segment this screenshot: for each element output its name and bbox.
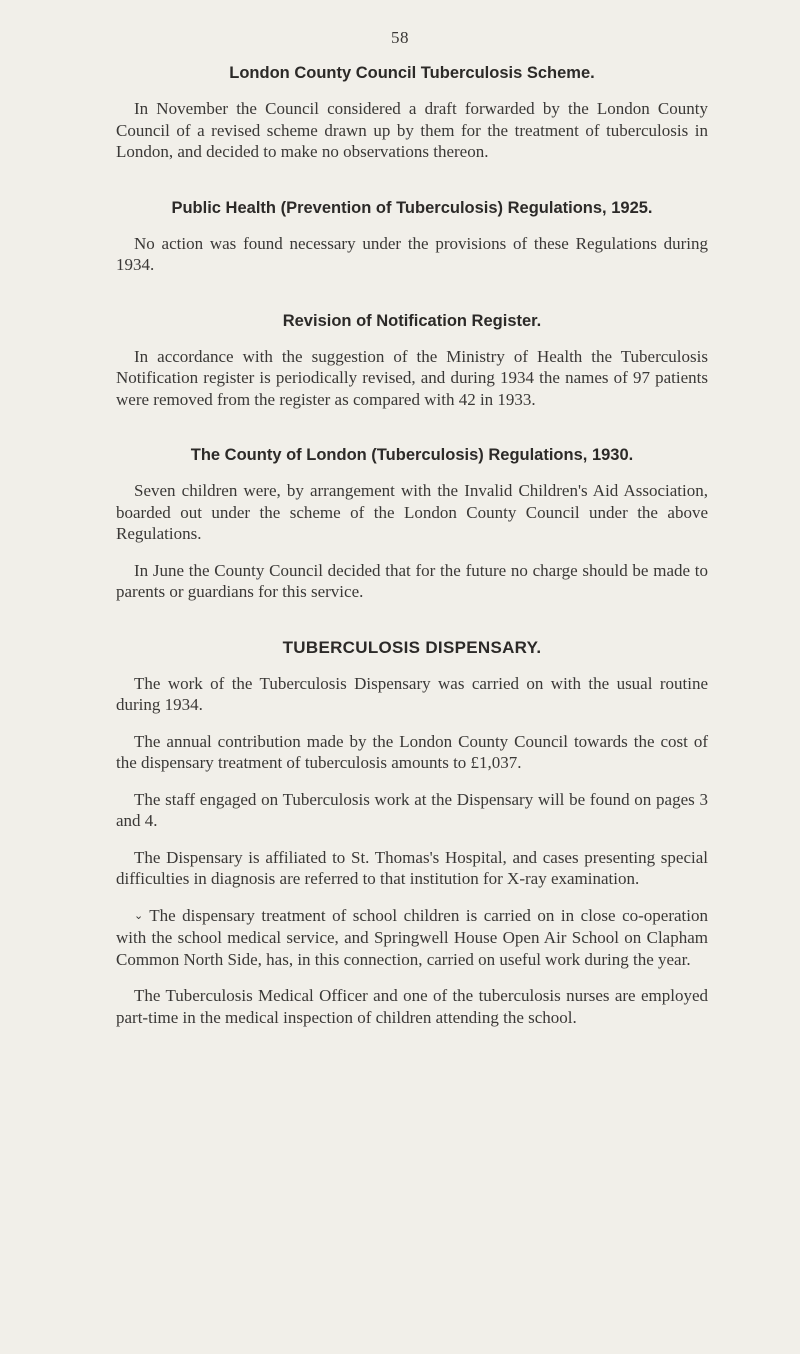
section-public-health-regulations [116, 197, 708, 276]
paragraph: The work of the Tuberculosis Dispensary was carried on with the usual routine during 1934. [116, 673, 708, 714]
paragraph: The annual contribution made by the London County Council towards the cost of the dispensary treatment of tuberculosis amounts to £1,037. [116, 731, 708, 772]
page-number: 58 [391, 28, 409, 47]
section-county-of-london-regulations [116, 444, 708, 603]
section-heading: The County of London (Tuberculosis) Regulations, 1930. [190, 446, 634, 464]
margin-mark-icon: ⌄ [134, 909, 144, 922]
section-heading: Revision of Notification Register. [282, 311, 542, 330]
paragraph-with-mark [116, 905, 708, 971]
section-notification-register [116, 310, 708, 411]
paragraph: The staff engaged on Tuberculosis work at the Dispensary will be found on pages 3 and 4. [116, 789, 708, 830]
paragraph-text: The dispensary treatment of school children is carried on in close co-operation with the school medical service, and Springwell House Open Air School on Clapham Common North Side, has, in this connection, carried on useful work during the year. [116, 905, 708, 969]
paragraph: The Tuberculosis Medical Officer and one of the tuberculosis nurses are employed part-time in the medical inspection of children attending the school. [116, 986, 708, 1027]
paragraph: No action was found necessary under the provisions of these Regulations during 1934. [116, 233, 708, 274]
paragraph: In accordance with the suggestion of the Ministry of Health the Tuberculosis Notification register is periodically revised, and during 1934 the names of 97 patients were removed from the register as compared with 42 in 1933. [116, 346, 708, 409]
paragraph: In November the Council considered a draft forwarded by the London County Council of a revised scheme drawn up by them for the treatment of tuberculosis in London, and decided to make no observations thereon. [116, 99, 708, 161]
page-content [116, 56, 708, 1028]
paragraph: Seven children were, by arrangement with the Invalid Children's Aid Association, boarded out under the scheme of the London County Council under the above Regulations. [116, 481, 708, 543]
paragraph: The Dispensary is affiliated to St. Thomas's Hospital, and cases presenting special difficulties in diagnosis are referred to that institution for X-ray examination. [116, 847, 708, 888]
section-heading: TUBERCULOSIS DISPENSARY. [282, 637, 542, 657]
section-tuberculosis-dispensary [116, 637, 708, 1029]
paragraph: In June the County Council decided that for the future no charge should be made to parents or guardians for this service. [116, 560, 708, 601]
section-heading: London County Council Tuberculosis Scheme. [229, 64, 595, 82]
section-lcc-tuberculosis-scheme [116, 62, 708, 163]
section-heading: Public Health (Prevention of Tuberculosis) Regulations, 1925. [171, 198, 653, 217]
